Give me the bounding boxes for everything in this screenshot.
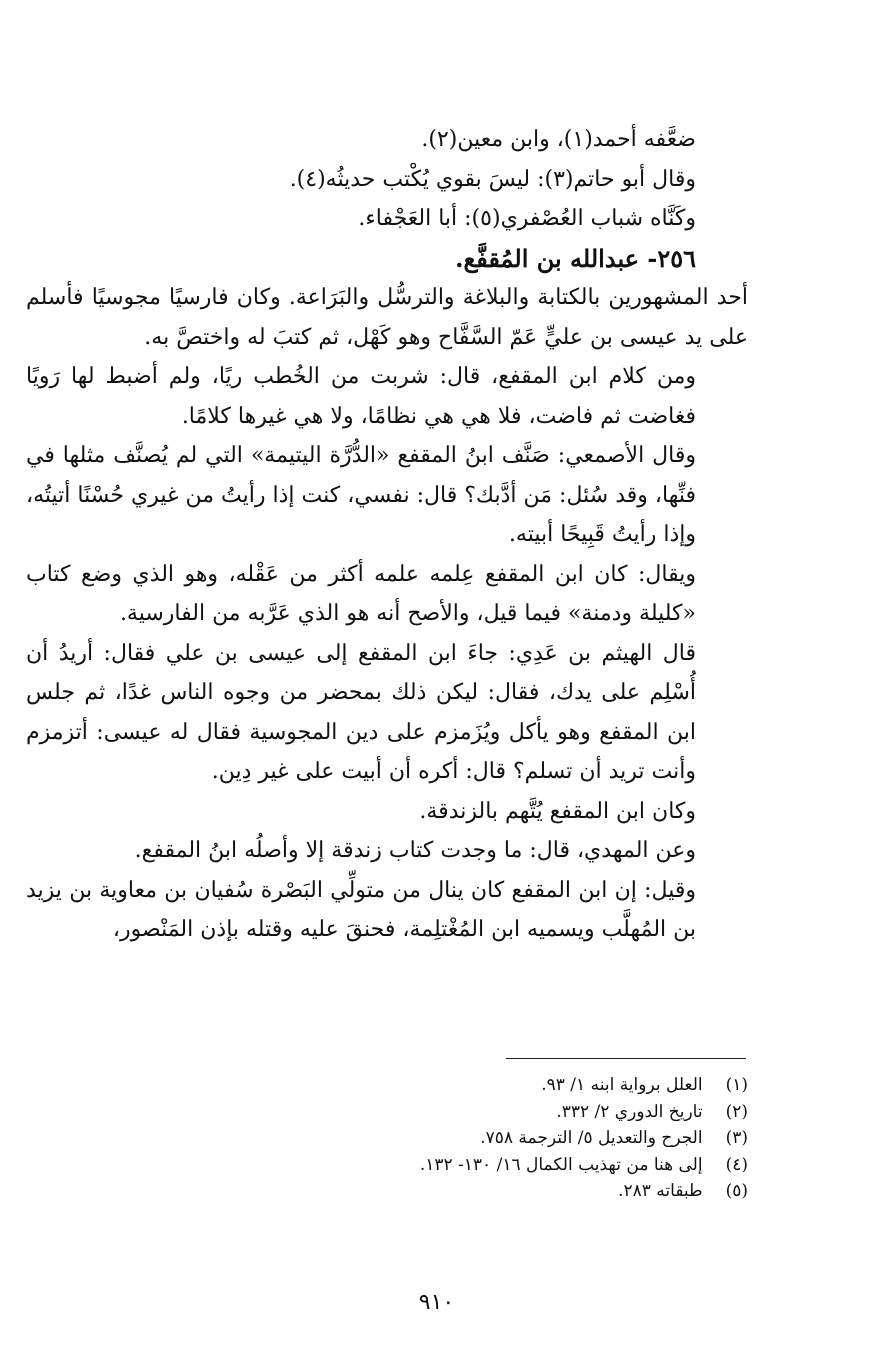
paragraph: قال الهيثم بن عَدِي: جاءَ ابن المقفع إلى عيسى بن علي فقال: أريدُ أن أُسْلِم على يدك، فقال: ليكن ذلك بمحضر من وجوه الناس غدًا، ثم جلس ابن المقفع وهو يأكل ويُزَمزم على دين المجوسية فقال له عيسى: أتزمزم وأنت تريد أن تسلم؟ قال: أكره أن أبيت على غير دِين. <box>26 640 696 784</box>
footnote-text: العلل برواية ابنه ١/ ٩٣. <box>541 1075 703 1095</box>
paragraph: أحد المشهورين بالكتابة والبلاغة والترسُّل والبَرَاعة. وكان فارسيًا مجوسيًا فأسلم على يد عيسى بن عليٍّ عَمّ السَّفَّاح وهو كَهْل، ثم كتبَ له واختصَّ به. <box>26 285 748 350</box>
paragraph: وكان ابن المقفع يُتَّهم بالزندقة. <box>419 798 696 824</box>
paragraph: ومن كلام ابن المقفع، قال: شربت من الخُطب ريًا، ولم أضبط لها رَويًا فغاضت ثم فاضت، فلا هي هي نظامًا، ولا هي غيرها كلامًا. <box>26 364 696 429</box>
paragraph: وكَنَّاه شباب العُصْفري(٥): أبا العَجْفاء. <box>358 206 696 231</box>
footnote-divider <box>506 1058 746 1059</box>
footnote <box>120 1099 748 1126</box>
footnote-number: (١) <box>725 1075 748 1095</box>
footnote <box>120 1072 748 1099</box>
footnotes <box>120 1072 748 1205</box>
footnote-text: تاريخ الدوري ٢/ ٣٣٢. <box>556 1101 703 1122</box>
footnote <box>120 1152 748 1179</box>
entry-heading: ٢٥٦- عبدالله بن المُقفَّع. <box>455 243 696 273</box>
paragraph: وقال أبو حاتم(٣): ليسَ بقوي يُكْتب حديثُه(٤). <box>289 166 696 192</box>
footnote <box>120 1125 748 1152</box>
footnote-text: الجرح والتعديل ٥/ الترجمة ٧٥٨. <box>480 1128 703 1148</box>
page-number: ٩١٠ <box>418 1290 455 1315</box>
paragraph: ويقال: كان ابن المقفع عِلمه علمه أكثر من عَقْله، وهو الذي وضع كتاب «كليلة ودمنة» فيما قيل، والأصح أنه هو الذي عَرَّبه من الفارسية. <box>26 561 696 626</box>
paragraph: وقيل: إن ابن المقفع كان ينال من متولِّي البَصْرة سُفيان بن معاوية بن يزيد بن المُهلَّب ويسميه ابن المُغْتلِمة، فحنقَ عليه وقتله بإذن المَنْصور، <box>26 877 696 942</box>
footnote-text: إلى هنا من تهذيب الكمال ١٦/ ١٣٠- ١٣٢. <box>419 1154 703 1175</box>
main-text <box>26 120 748 950</box>
footnote-text: طبقاته ٢٨٣. <box>618 1181 703 1201</box>
footnote-number: (٣) <box>725 1128 748 1148</box>
footnote-number: (٢) <box>725 1101 748 1122</box>
paragraph: وقال الأصمعي: صَنَّف ابنُ المقفع «الدُّرَّة اليتيمة» التي لم يُصنَّف مثلها في فنِّها، وقد سُئل: مَن أدَّبك؟ قال: نفسي، كنت إذا رأيتُ من غيري حُسْنًا أتيتُه، وإذا رأيتُ قَبِيحًا أبيته. <box>26 443 696 547</box>
footnote <box>120 1178 748 1205</box>
paragraph: وعن المهدي، قال: ما وجدت كتاب زندقة إلا وأصلُه ابنُ المقفع. <box>134 838 696 863</box>
footnote-number: (٤) <box>725 1154 748 1175</box>
paragraph: ضعَّفه أحمد(١)، وابن معين(٢). <box>421 127 696 152</box>
footnote-number: (٥) <box>725 1181 748 1201</box>
